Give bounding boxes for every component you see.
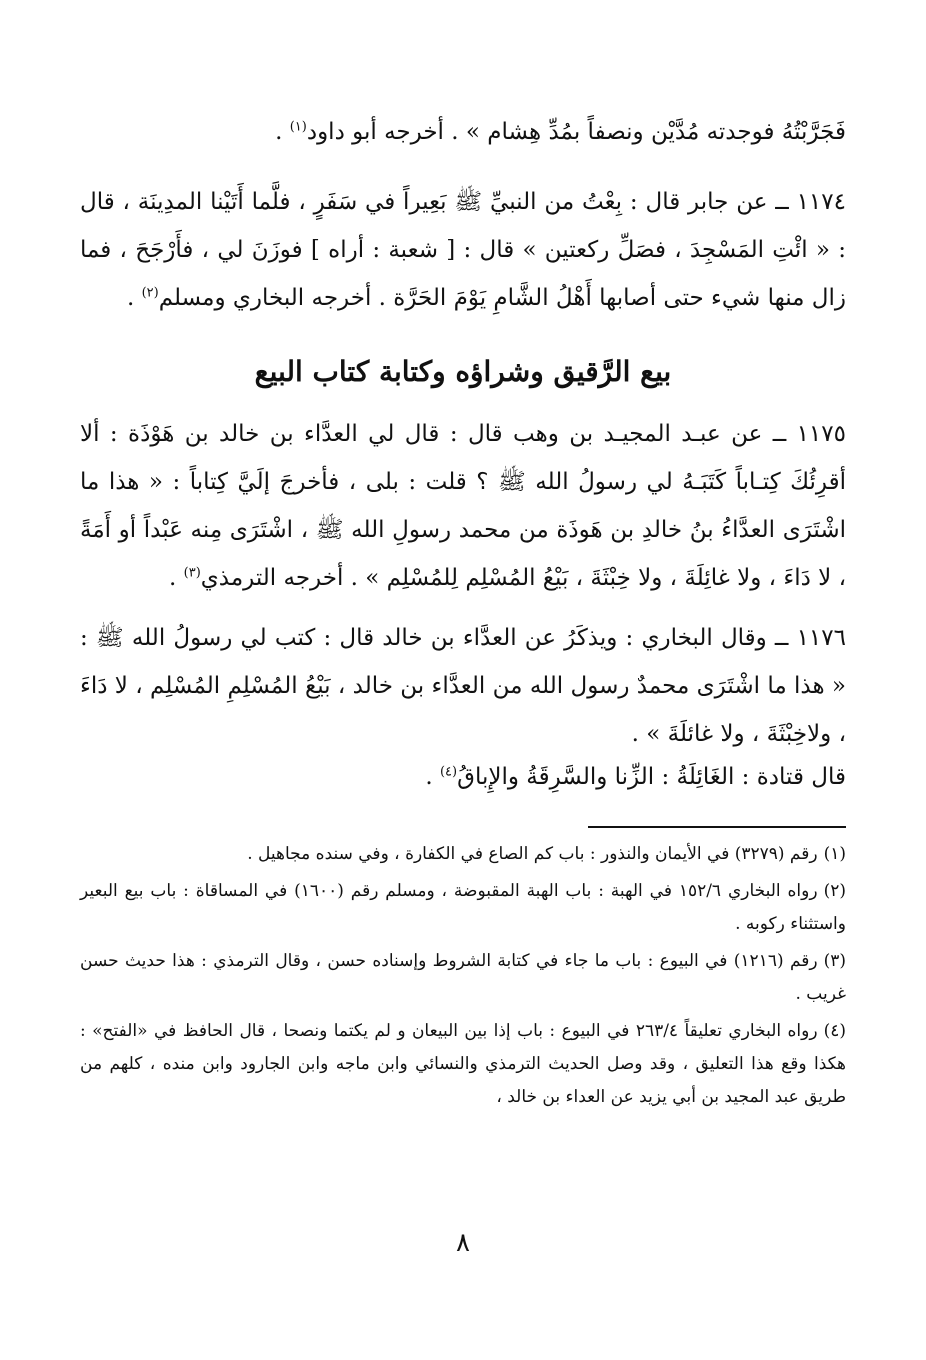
section-heading: بيع الرَّقيق وشراؤه وكتابة كتاب البيع (254, 355, 672, 388)
qatada-note: قال قتادة : الغَائِلَةُ : الزِّنا والسَّرِقَةُ والإِباقُ$^{(٤)}$ . (425, 764, 846, 790)
footnote-ref-2[interactable]: (٢) (141, 285, 159, 301)
footnote-4: (٤)رواه البخاري تعليقاً ٢٦٣/٤ في البيوع : باب إذا بين البيعان و لم يكتما ونصحا ، قال الحافظ في «الفتح» : هكذا وقع هذا التعليق ، وقد وصل الحديث الترمذي والنسائي وابن ماجه وابن الجارود وابن منده ، كلهم من طريق عبد المجيد بن أبي يزيد عن العداء بن خالد ، (80, 1021, 846, 1107)
footnote-ref-3[interactable]: (٣) (183, 565, 201, 581)
footnotes (80, 838, 846, 1114)
footnote-3: (٣)رقم (١٢١٦) في البيوع : باب ما جاء في كتابة الشروط وإسناده حسن ، وقال الترمذي : هذا حديث حسن غريب . (80, 951, 847, 1004)
page-body (80, 108, 846, 1118)
hadith-1174: ١١٧٤ ــ عن جابر قال : بِعْتُ من النبيِّ ﷺ بَعِيراً في سَفَرٍ ، فلَّما أَتَيْنا المدِينَة ، قال : « ائْتِ المَسْجِدَ ، فصَلِّ ركعتين » قال : [ شعبة : أراه ] فوزَنَ لي ، فأَرْجَحَ ، فما زال منها شيء حتى أصابها أَهْلُ الشَّامِ يَوْمَ الحَرَّة . أخرجه البخاري ومسلم$^{(٢)}$ . (80, 189, 846, 311)
paragraph-continuation: فَجَرَّبْتُهُ فوجدته مُدَّيْن ونصفاً بمُدِّ هِشام » . أخرجه أبو داود$^{(١)}$ . (275, 119, 846, 145)
footnote-ref-1[interactable]: (١) (289, 119, 307, 135)
footnote-ref-4[interactable]: (٤) (439, 764, 458, 780)
footnote-2: (٢)رواه البخاري ١٥٢/٦ في الهبة : باب الهبة المقبوضة ، ومسلم رقم (١٦٠٠) في المساقاة : باب بيع البعير واستثناء ركوبه . (80, 881, 846, 934)
page-number: ٨ (456, 1228, 470, 1258)
hadith-1176: ١١٧٦ ــ وقال البخاري : ويذكَرُ عن العدَّاء بن خالد قال : كتب لي رسولُ الله ﷺ : « هذا ما اشْتَرَى محمدٌ رسول الله من العدَّاء بن خالد ، بَيْعُ المُسْلِمِ المُسْلِم ، لا دَاءَ ، ولاخِبْثَةَ ، ولا غائلَةَ » . (80, 625, 846, 747)
footnote-divider (588, 826, 846, 828)
hadith-1175: ١١٧٥ ــ عن عبـد المجيـد بن وهب قال : قال لي العدَّاء بن خالد بن هَوْذَة : ألا أقرِئُكَ كِتـاباً كَتَبَـهُ لي رسولُ الله ﷺ ؟ قلت : بلى ، فأخرجَ إلَيَّ كِتاباً : « هذا ما اشْتَرَى العدَّاءُ بنُ خالدِ بن هَوذَة من محمد رسولِ الله ﷺ ، اشْتَرَى مِنه عَبْداً أو أَمَةً ، لا دَاءَ ، ولا غائِلَةَ ، ولا خِبْثَةَ ، بَيْعُ المُسْلِم لِلمُسْلِم » . أخرجه الترمذي$^{(٣)}$ . (80, 421, 846, 591)
footnote-1: (١)رقم (٣٢٧٩) في الأيمان والنذور : باب كم الصاع في الكفارة ، وفي سنده مجاهيل . (247, 844, 846, 864)
